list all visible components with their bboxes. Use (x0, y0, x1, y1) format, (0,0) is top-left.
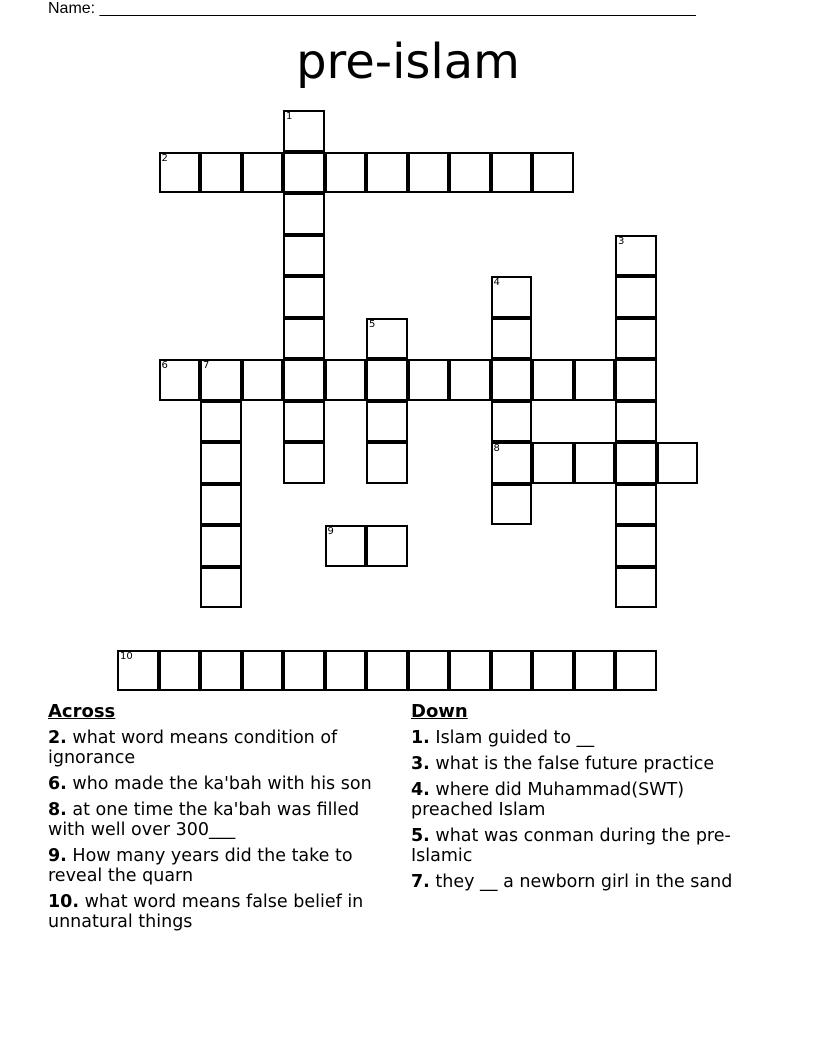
crossword-cell[interactable] (366, 359, 408, 401)
crossword-cell[interactable] (532, 359, 574, 401)
crossword-cell[interactable] (408, 152, 450, 194)
down-heading: Down (411, 701, 468, 722)
crossword-cell[interactable] (283, 235, 325, 277)
clue-number: 8. (48, 800, 67, 820)
clue-text: who made the ka'bah with his son (72, 774, 372, 794)
crossword-cell[interactable] (449, 650, 491, 692)
crossword-cell[interactable] (491, 318, 533, 360)
puzzle-title: pre-islam (296, 34, 520, 90)
crossword-cell[interactable] (200, 152, 242, 194)
crossword-cell[interactable] (117, 650, 159, 692)
clue-number: 3. (411, 754, 430, 774)
crossword-cell[interactable] (200, 442, 242, 484)
crossword-cell[interactable] (615, 359, 657, 401)
crossword-cell[interactable] (366, 318, 408, 360)
clue-number: 7. (411, 872, 430, 892)
clue-down-3 (411, 754, 761, 774)
crossword-cell[interactable] (491, 359, 533, 401)
crossword-cell[interactable] (615, 650, 657, 692)
crossword-cell[interactable] (657, 442, 699, 484)
crossword-cell[interactable] (615, 442, 657, 484)
cell-number: 2 (161, 152, 168, 164)
crossword-cell[interactable] (449, 152, 491, 194)
cell-number: 6 (161, 360, 168, 371)
crossword-cell[interactable] (574, 359, 616, 401)
across-clues (48, 700, 400, 938)
clue-number: 4. (411, 780, 430, 800)
crossword-cell[interactable] (159, 650, 201, 692)
clue-down-7 (411, 872, 761, 892)
crossword-cell[interactable] (366, 152, 408, 194)
crossword-cell[interactable] (532, 442, 574, 484)
crossword-cell[interactable] (615, 401, 657, 443)
name-field-label: Name: ___________________________________________________________________ (48, 0, 696, 17)
crossword-cell[interactable] (615, 567, 657, 609)
crossword-cell[interactable] (242, 152, 284, 194)
cell-number: 7 (203, 360, 210, 371)
crossword-cell[interactable] (159, 359, 201, 401)
clue-text: Islam guided to __ (435, 728, 595, 748)
crossword-cell[interactable] (615, 276, 657, 318)
crossword-cell[interactable] (615, 525, 657, 567)
clue-across-8 (48, 800, 400, 840)
crossword-cell[interactable] (283, 650, 325, 692)
clue-text: How many years did the take to reveal the quarn (48, 846, 353, 886)
cell-number: 10 (120, 650, 133, 662)
crossword-cell[interactable] (325, 359, 367, 401)
crossword-cell[interactable] (325, 152, 367, 194)
clue-number: 9. (48, 846, 67, 866)
crossword-cell[interactable] (159, 152, 201, 194)
crossword-cell[interactable] (325, 650, 367, 692)
crossword-cell[interactable] (532, 152, 574, 194)
clue-text: what word means false belief in unnatural things (48, 892, 364, 932)
crossword-cell[interactable] (491, 401, 533, 443)
cell-number: 9 (327, 526, 334, 537)
crossword-cell[interactable] (491, 442, 533, 484)
crossword-cell[interactable] (366, 442, 408, 484)
clue-across-6 (48, 774, 400, 794)
crossword-cell[interactable] (200, 567, 242, 609)
clue-text: where did Muhammad(SWT) preached Islam (411, 780, 685, 820)
crossword-cell[interactable] (242, 359, 284, 401)
crossword-cell[interactable] (325, 525, 367, 567)
clue-text: what was conman during the pre- Islamic (411, 826, 731, 866)
across-heading: Across (48, 701, 116, 722)
crossword-cell[interactable] (491, 650, 533, 692)
crossword-cell[interactable] (574, 650, 616, 692)
crossword-cell[interactable] (283, 401, 325, 443)
crossword-cell[interactable] (366, 650, 408, 692)
crossword-cell[interactable] (242, 650, 284, 692)
crossword-cell[interactable] (615, 235, 657, 277)
crossword-cell[interactable] (366, 401, 408, 443)
clue-number: 6. (48, 774, 67, 794)
crossword-cell[interactable] (200, 650, 242, 692)
clue-across-2 (48, 728, 400, 768)
crossword-cell[interactable] (200, 484, 242, 526)
crossword-cell[interactable] (615, 484, 657, 526)
crossword-cell[interactable] (200, 359, 242, 401)
crossword-cell[interactable] (491, 276, 533, 318)
crossword-cell[interactable] (283, 442, 325, 484)
cell-number: 4 (493, 277, 500, 288)
crossword-cell[interactable] (366, 525, 408, 567)
crossword-cell[interactable] (615, 318, 657, 360)
crossword-cell[interactable] (200, 525, 242, 567)
cell-number: 3 (618, 235, 625, 247)
clue-down-4 (411, 780, 761, 820)
cell-number: 5 (369, 318, 376, 330)
crossword-cell[interactable] (283, 276, 325, 318)
clue-down-5 (411, 826, 761, 866)
crossword-cell[interactable] (283, 359, 325, 401)
clue-number: 1. (411, 728, 430, 748)
clue-down-1 (411, 728, 761, 748)
clue-across-9 (48, 846, 400, 886)
crossword-cell[interactable] (283, 152, 325, 194)
clue-text: what is the false future practice (435, 754, 715, 774)
clue-text: what word means condition of ignorance (48, 728, 338, 768)
crossword-cell[interactable] (283, 318, 325, 360)
clue-number: 5. (411, 826, 430, 846)
cell-number: 8 (493, 443, 500, 454)
crossword-cell[interactable] (532, 650, 574, 692)
down-clues (411, 700, 761, 898)
crossword-cell[interactable] (491, 152, 533, 194)
clue-text: they __ a newborn girl in the sand (435, 872, 733, 892)
crossword-cell[interactable] (491, 484, 533, 526)
crossword-cell[interactable] (283, 193, 325, 235)
crossword-cell[interactable] (449, 359, 491, 401)
clue-number: 10. (48, 892, 80, 912)
clue-text: at one time the ka'bah was filled with well over 300___ (48, 800, 360, 840)
crossword-cell[interactable] (200, 401, 242, 443)
clue-number: 2. (48, 728, 67, 748)
crossword-cell[interactable] (574, 442, 616, 484)
crossword-cell[interactable] (408, 359, 450, 401)
crossword-cell[interactable] (283, 110, 325, 152)
cell-number: 1 (286, 111, 293, 122)
crossword-cell[interactable] (408, 650, 450, 692)
clue-across-10 (48, 892, 400, 932)
